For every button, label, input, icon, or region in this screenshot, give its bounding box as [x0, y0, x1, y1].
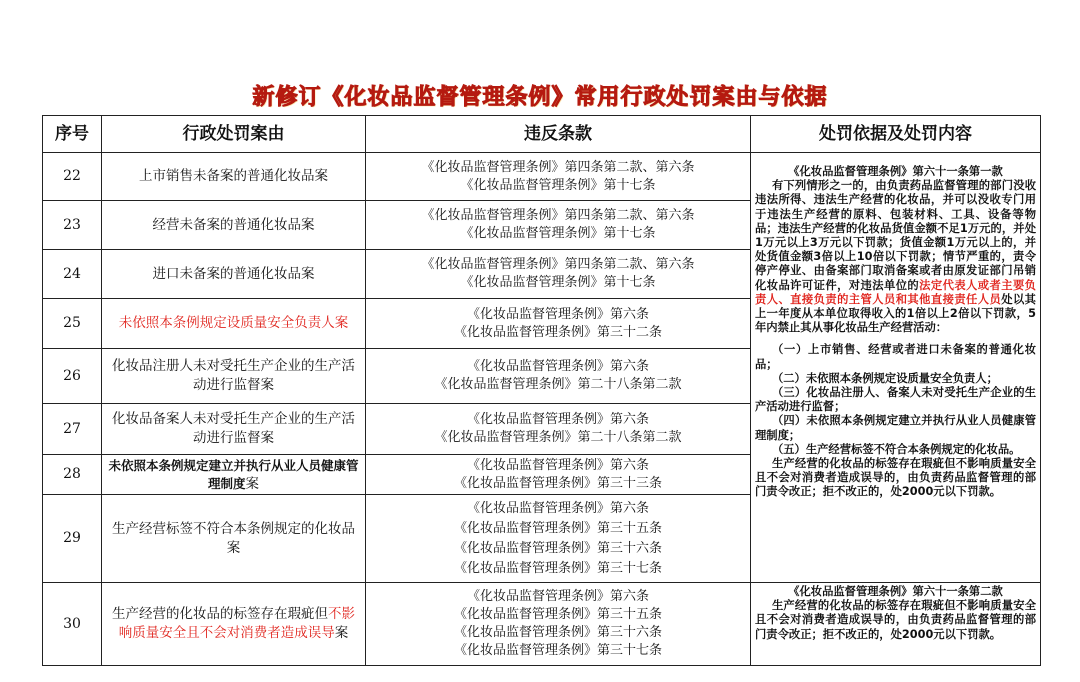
clause-line: 《化妆品监督管理条例》第四条第二款、第六条 — [421, 257, 695, 272]
basis-item: （一）上市销售、经营或者进口未备案的普通化妆品； — [755, 343, 1036, 371]
basis2-body: 生产经营的化妆品的标签存在瑕疵但不影响质量安全且不会对消费者造成误导的，由负责药品监督管理的部门责令改正；拒不改正的，处2000元以下罚款。 — [755, 599, 1036, 641]
page-title: 新修订《化妆品监督管理条例》常用行政处罚案由与依据 — [252, 85, 828, 110]
clause-line: 《化妆品监督管理条例》第六条 — [466, 457, 649, 473]
basis-item: （二）未依照本条例规定设质量安全负责人； — [771, 371, 998, 385]
clause-line: 《化妆品监督管理条例》第三十七条 — [453, 560, 662, 576]
row-clause — [366, 349, 751, 404]
clause-line: 《化妆品监督管理条例》第三十六条 — [453, 540, 662, 556]
clause-line: 《化妆品监督管理条例》第六条 — [466, 359, 649, 374]
basis-cell-1 — [751, 153, 1041, 583]
basis-text: 有下列情形之一的，由负责药品监督管理的部门没收违法所得、违法生产经营的化妆品，并可以没收专门用于违法生产经营的原料、包装材料、工具、设备等物品；违法生产经营的化妆品货值金额不足1万元的，并处1万元以上3万元以下罚款；货值金额1万元以上的，并处货值金额3倍以上10倍以下罚款；情节严重的，责令停产停业、由备案部门取消备案或者由原发证部门吊销化妆品许可证件，对违法单位的 — [755, 179, 1036, 292]
clause-line: 《化妆品监督管理条例》第三十七条 — [453, 643, 662, 658]
clause-line: 《化妆品监督管理条例》第三十三条 — [453, 475, 662, 491]
basis-highlight: 法定代表人或者主要负责人、直接负责的主管人员和其他直接责任人员 — [755, 278, 1036, 306]
row-cause: 上市销售未备案的普通化妆品案 — [102, 153, 366, 201]
basis-text-tail: 处以其上一年度从本单位取得收入的1倍以上2倍以下罚款，5年内禁止其从事化妆品生产经营活动： — [755, 292, 1036, 335]
row-num: 25 — [43, 299, 102, 349]
row-cause-highlight: 不影响质量安全且不会对消费者造成误导 — [118, 606, 355, 641]
row-num: 27 — [43, 404, 102, 455]
header-clause: 违反条款 — [366, 116, 751, 153]
row-clause — [366, 250, 751, 299]
basis-cell-2 — [751, 583, 1041, 666]
basis-heading: 《化妆品监督管理条例》第六十一条第一款 — [788, 165, 1003, 178]
row-num: 24 — [43, 250, 102, 299]
clause-line: 《化妆品监督管理条例》第四条第二款、第六条 — [421, 208, 695, 223]
row-cause: 进口未备案的普通化妆品案 — [102, 250, 366, 299]
row-num: 22 — [43, 153, 102, 201]
row-clause — [366, 201, 751, 250]
clause-line: 《化妆品监督管理条例》第六条 — [466, 412, 649, 427]
row-clause — [366, 583, 751, 666]
basis-item: （五）生产经营标签不符合本条例规定的化妆品。 — [771, 442, 1021, 456]
header-cause: 行政处罚案由 — [102, 116, 366, 153]
row-num: 26 — [43, 349, 102, 404]
basis2-heading: 《化妆品监督管理条例》第六十一条第二款 — [788, 585, 1003, 598]
clause-line: 《化妆品监督管理条例》第三十五条 — [453, 607, 662, 622]
basis-tail: 生产经营的化妆品的标签存在瑕疵但不影响质量安全且不会对消费者造成误导的，由负责药品监督管理的部门责令改正；拒不改正的，处2000元以下罚款。 — [755, 457, 1036, 499]
row-cause: 化妆品注册人未对受托生产企业的生产活动进行监督案 — [102, 349, 366, 404]
row-num: 29 — [43, 495, 102, 583]
penalty-table — [42, 115, 1041, 666]
clause-line: 《化妆品监督管理条例》第二十八条第二款 — [434, 430, 682, 445]
header-row — [43, 116, 1041, 153]
clause-line: 《化妆品监督管理条例》第三十五条 — [453, 520, 662, 536]
row-cause: 未依照本条例规定设质量安全负责人案 — [102, 299, 366, 349]
clause-line: 《化妆品监督管理条例》第十七条 — [460, 275, 656, 290]
clause-line: 《化妆品监督管理条例》第六条 — [466, 500, 649, 516]
row-clause — [366, 455, 751, 495]
row-cause — [102, 455, 366, 495]
clause-line: 《化妆品监督管理条例》第三十六条 — [453, 625, 662, 640]
row-num: 23 — [43, 201, 102, 250]
row-cause — [102, 583, 366, 666]
clause-line: 《化妆品监督管理条例》第十七条 — [460, 177, 656, 193]
row-cause: 经营未备案的普通化妆品案 — [102, 201, 366, 250]
clause-line: 《化妆品监督管理条例》第四条第二款、第六条 — [421, 159, 695, 175]
row-clause — [366, 299, 751, 349]
row-cause-tail: 案 — [245, 475, 259, 492]
row-cause-tail: 案 — [334, 625, 349, 641]
row-num: 28 — [43, 455, 102, 495]
row-clause — [366, 153, 751, 201]
clause-line: 《化妆品监督管理条例》第十七条 — [460, 226, 656, 241]
clause-line: 《化妆品监督管理条例》第六条 — [466, 589, 649, 604]
basis-item: （四）未依照本条例规定建立并执行从业人员健康管理制度； — [755, 414, 1036, 442]
clause-line: 《化妆品监督管理条例》第六条 — [466, 306, 649, 322]
table-row — [43, 153, 1041, 201]
header-num: 序号 — [43, 116, 102, 153]
row-cause: 化妆品备案人未对受托生产企业的生产活动进行监督案 — [102, 404, 366, 455]
clause-line: 《化妆品监督管理条例》第三十二条 — [453, 324, 662, 340]
row-clause — [366, 495, 751, 583]
row-num: 30 — [43, 583, 102, 666]
row-cause-bold: 未依照本条例规定建立并执行从业人员健康管理制度 — [108, 457, 359, 491]
table-row — [43, 583, 1041, 666]
clause-line: 《化妆品监督管理条例》第二十八条第二款 — [434, 377, 682, 392]
basis-paragraph — [755, 179, 1036, 335]
row-cause: 生产经营标签不符合本条例规定的化妆品案 — [102, 495, 366, 583]
row-cause-text: 生产经营的化妆品的标签存在瑕疵但 — [112, 606, 328, 622]
basis-item: （三）化妆品注册人、备案人未对受托生产企业的生产活动进行监督； — [755, 386, 1036, 414]
row-clause — [366, 404, 751, 455]
header-basis: 处罚依据及处罚内容 — [751, 116, 1041, 153]
